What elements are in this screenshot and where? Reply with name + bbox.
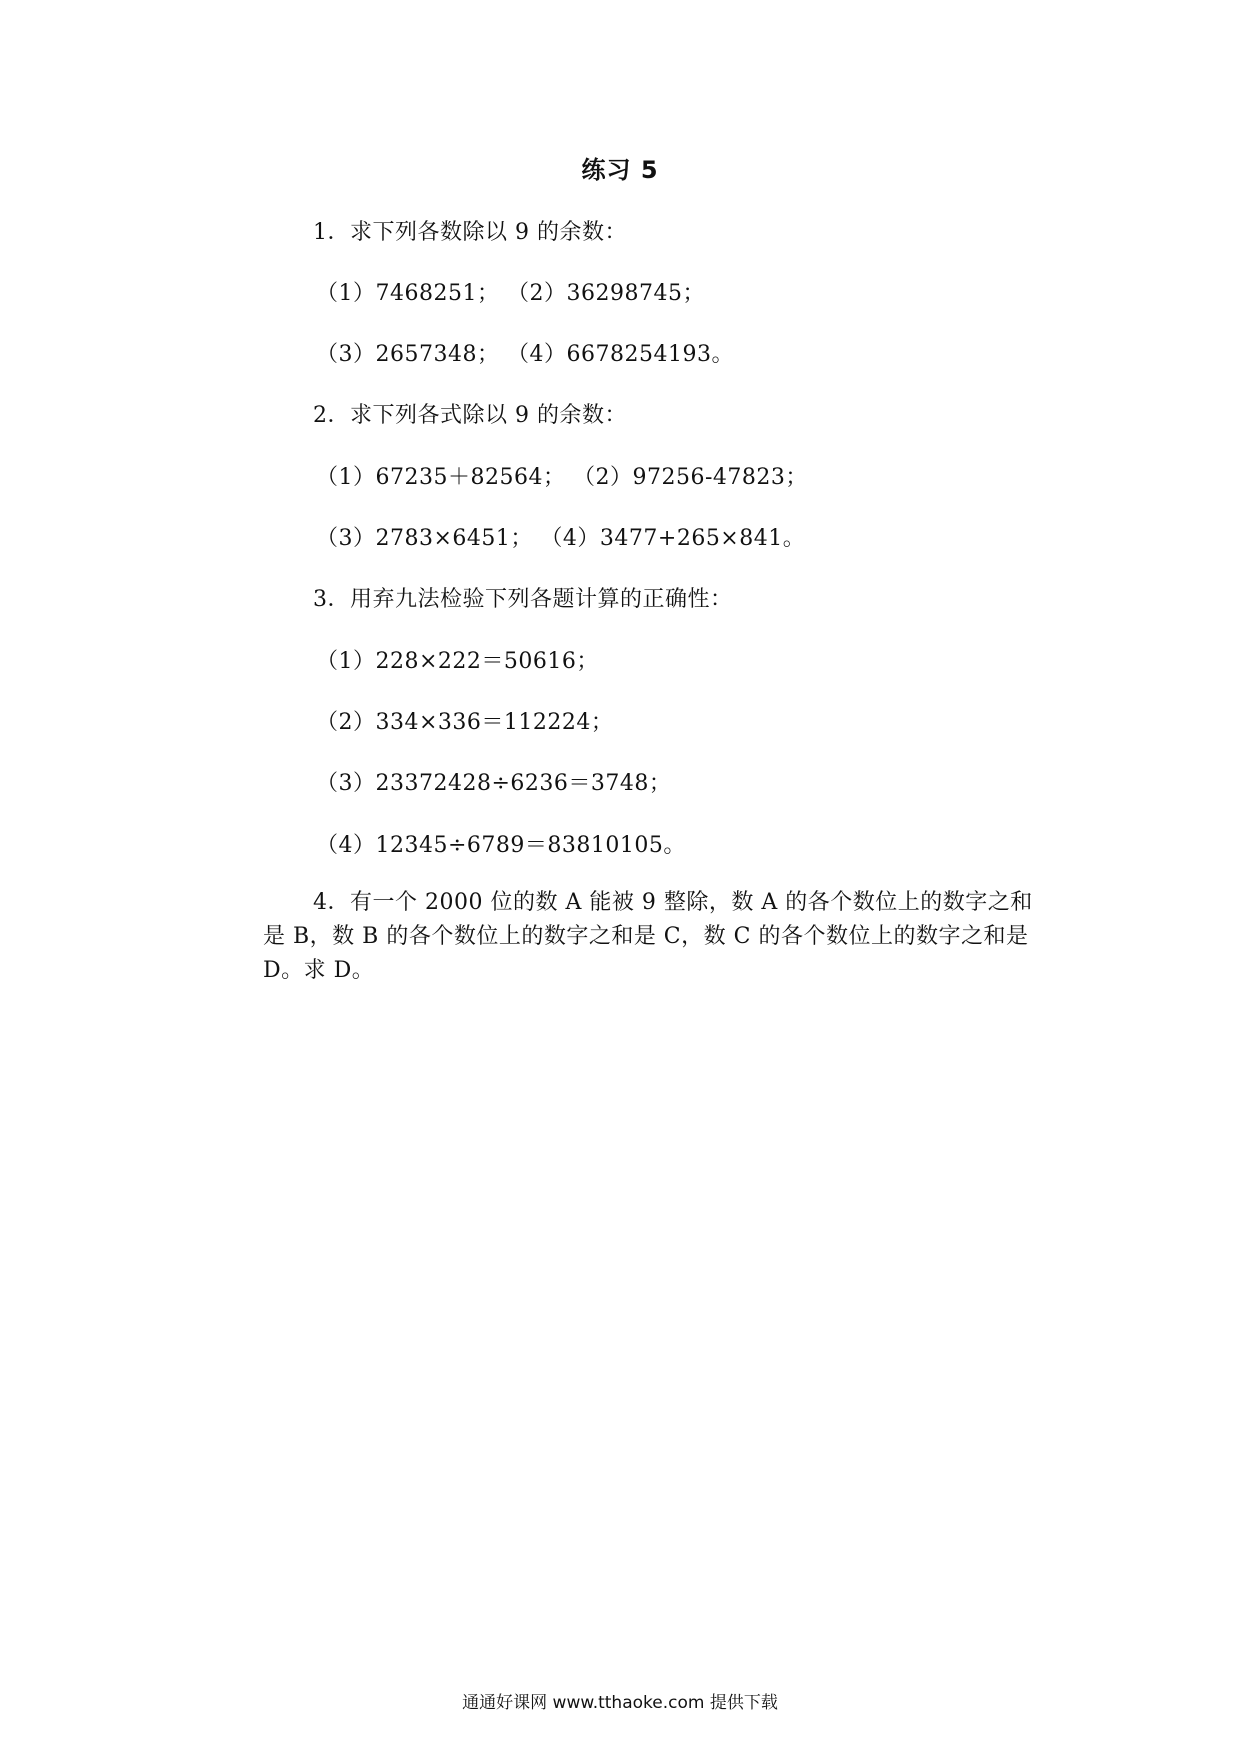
question-2-row-1: （1）67235＋82564； （2）97256-47823； [316, 465, 808, 490]
question-3-stem: 3．用弃九法检验下列各题计算的正确性： [313, 587, 733, 612]
page-title: 练习 5 [581, 156, 659, 184]
question-3-item: （4）12345÷6789＝83810105。 [316, 833, 686, 858]
question-3-item: （3）23372428÷6236＝3748； [316, 771, 672, 796]
page-footer: 通通好课网 www.tthaoke.com 提供下载 [462, 1693, 778, 1713]
question-4-text: 4．有一个 2000 位的数 A 能被 9 整除，数 A 的各个数位上的数字之和是 B，数 B 的各个数位上的数字之和是 C，数 C 的各个数位上的数字之和是 D。求 D。 [263, 890, 1033, 983]
question-2-stem: 2．求下列各式除以 9 的余数： [313, 403, 627, 428]
question-2-row-2: （3）2783×6451； （4）3477+265×841。 [316, 526, 806, 551]
question-4-paragraph [263, 886, 1053, 988]
question-1-row-2: （3）2657348； （4）6678254193。 [316, 342, 734, 367]
question-1-row-1: （1）7468251； （2）36298745； [316, 281, 705, 306]
question-3-item: （2）334×336＝112224； [316, 710, 614, 735]
question-3-item: （1）228×222＝50616； [316, 649, 599, 674]
question-1-stem: 1．求下列各数除以 9 的余数： [313, 220, 627, 245]
